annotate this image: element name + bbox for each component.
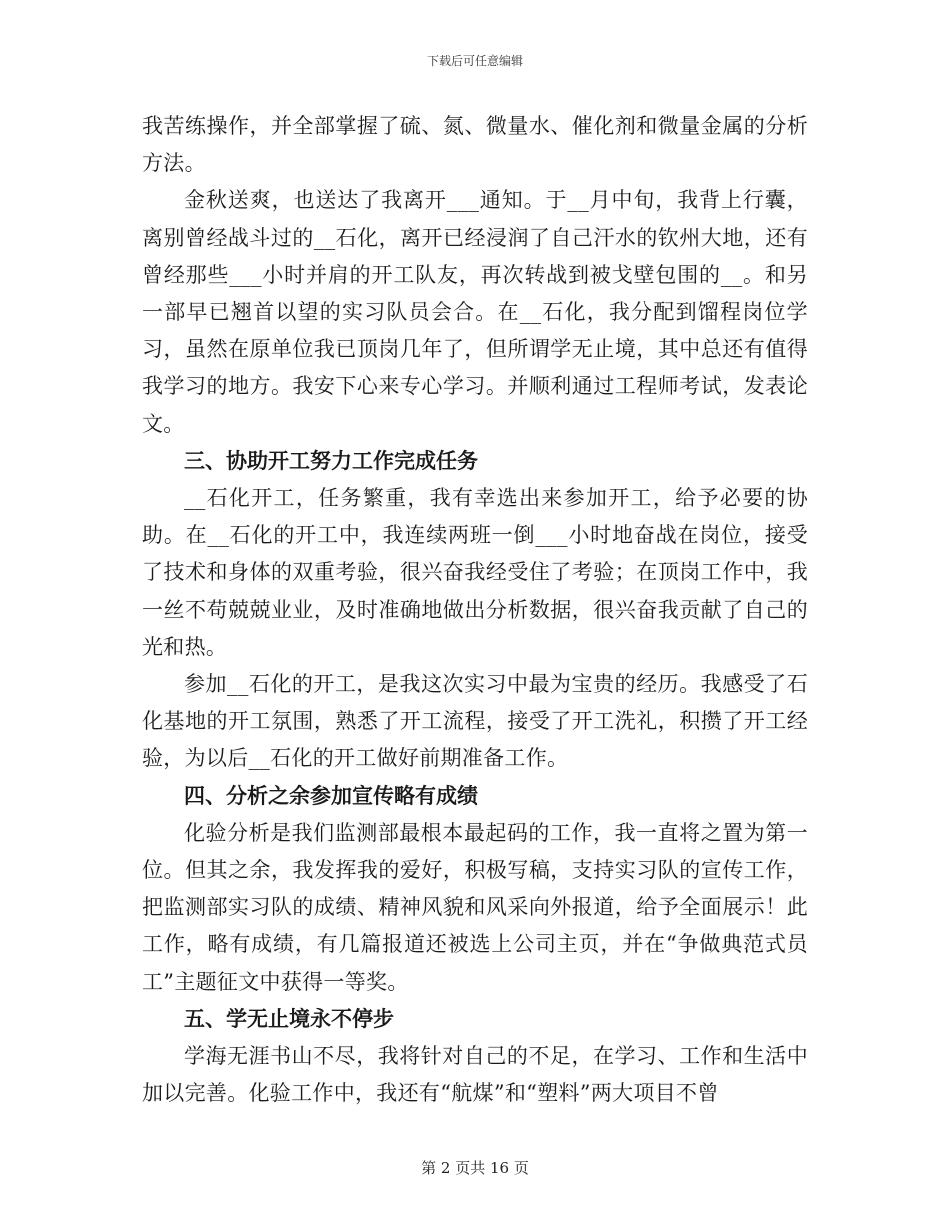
section-heading: 三、协助开工努力工作完成任务 [184, 448, 478, 473]
paragraph: 金秋送爽，也送达了我离开___通知。于__月中旬，我背上行囊，离别曾经战斗过的__石化，离开已经浸润了自己汗水的钦州大地，还有曾经那些___小时并肩的开工队友，再次转战到被戈壁包围的__。和另一部早已翘首以望的实习队员会合。在__石化，我分配到馏程岗位学习，虽然在原单位我已顶岗几年了，但所谓学无止境，其中总还有值得我学习的地方。我安下心来专心学习。并顺利通过工程师考试，发表论文。 [142, 188, 808, 436]
document-body [142, 108, 808, 1112]
paragraph: __石化开工，任务繁重，我有幸选出来参加开工，给予必要的协助。在__石化的开工中，我连续两班一倒___小时地奋战在岗位，接受了技术和身体的双重考验，很兴奋我经受住了考验；在顶岗工作中，我一丝不苟兢兢业业，及时准确地做出分析数据，很兴奋我贡献了自己的光和热。 [142, 486, 808, 659]
paragraph: 化验分析是我们监测部最根本最起码的工作，我一直将之置为第一位。但其之余，我发挥我的爱好，积极写稿，支持实习队的宣传工作，把监测部实习队的成绩、精神风貌和风采向外报道，给予全面展示！此工作，略有成绩，有几篇报道还被选上公司主页，并在“争做典范式员工”主题征文中获得一等奖。 [142, 820, 808, 994]
paragraph: 参加__石化的开工，是我这次实习中最为宝贵的经历。我感受了石化基地的开工氛围，熟悉了开工流程，接受了开工洗礼，积攒了开工经验，为以后__石化的开工做好前期准备工作。 [142, 672, 808, 771]
section-heading: 五、学无止境永不停步 [184, 1006, 394, 1031]
page-header: 下载后可任意编辑 [426, 54, 523, 68]
section-heading: 四、分析之余参加宣传略有成绩 [184, 783, 478, 808]
paragraph: 我苦练操作，并全部掌握了硫、氮、微量水、催化剂和微量金属的分析方法。 [142, 114, 808, 176]
paragraph: 学海无涯书山不尽，我将针对自己的不足，在学习、工作和生活中加以完善。化验工作中，我还有“航煤”和“塑料”两大项目不曾 [142, 1044, 808, 1106]
page-footer: 第 2 页共 16 页 [421, 1159, 529, 1177]
